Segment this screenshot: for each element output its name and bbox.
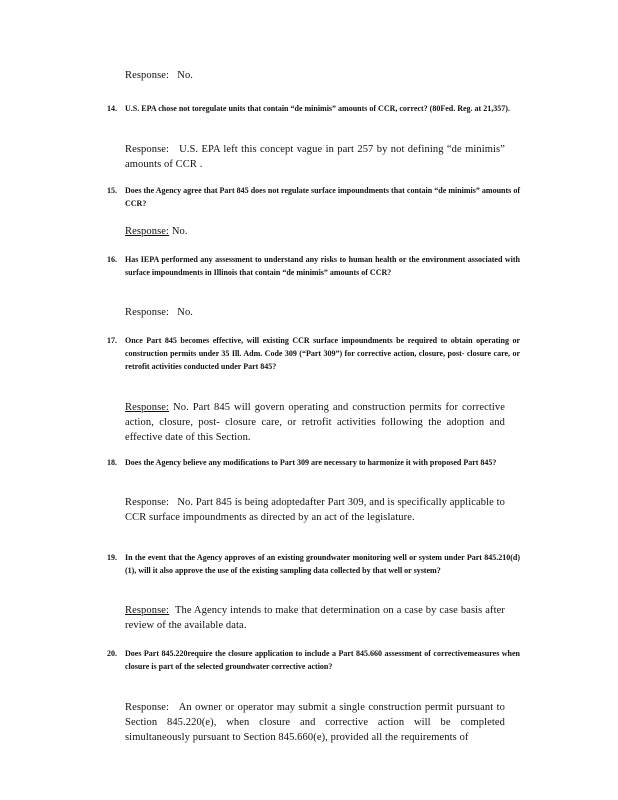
response-20 [125,700,505,745]
response-text: U.S. EPA left this concept vague in part 257 by not defining “de minimis” amounts of CCR . [125,144,505,170]
response-text: An owner or operator may submit a single construction permit pursuant to Section 845.220(e), when closure and corrective action will be completed simultaneously pursuant to Section 845.660(e), provided all the requirements of [125,702,505,743]
response-17 [125,400,505,445]
response-label: Response: [125,702,170,713]
question-number: 15. [107,186,117,195]
response-text: No. [177,307,194,318]
response-label: Response: [125,70,170,81]
response-label: Response: [125,605,170,616]
response-text: No. [171,226,188,237]
response-label: Response: [125,497,170,508]
response-14 [125,142,505,172]
response-16 [125,305,505,320]
question-text: U.S. EPA chose not toregulate units that contain “de minimis” amounts of CCR, correct? (80Fed. Reg. at 21,357). [125,104,510,113]
response-15 [125,224,505,239]
question-text: Has IEPA performed any assessment to understand any risks to human health or the environment associated with surface impoundments in Illinois that contain “de minimis” amounts of CCR? [125,255,520,277]
question-number: 20. [107,649,117,658]
question-number: 17. [107,336,117,345]
response-19 [125,603,505,633]
response-18 [125,495,505,525]
response-text: No. Part 845 will govern operating and construction permits for corrective action, closure, post- closure care, or retrofit activities following the adoption and effective date of this Section. [125,402,505,443]
response-13 [125,68,505,83]
response-label: Response: [125,307,170,318]
question-text: Does the Agency agree that Part 845 does not regulate surface impoundments that contain “de minimis” amounts of CCR? [125,186,520,208]
question-text: Once Part 845 becomes effective, will existing CCR surface impoundments be required to obtain operating or construction permits under 35 Ill. Adm. Code 309 (“Part 309”) for corrective action, closure, post- closure care, or retrofit activities conducted under Part 845? [125,336,520,371]
question-number: 19. [107,553,117,562]
question-text: In the event that the Agency approves of an existing groundwater monitoring well or system under Part 845.210(d)(1), will it also approve the use of the existing sampling data collected by that well or system? [125,553,520,575]
response-text: No. Part 845 is being adoptedafter Part 309, and is specifically applicable to CCR surface impoundments as directed by an act of the legislature. [125,497,505,523]
question-number: 18. [107,458,117,467]
question-number: 14. [107,104,117,113]
response-label: Response: [125,226,170,237]
question-text: Does the Agency believe any modifications to Part 309 are necessary to harmonize it with proposed Part 845? [125,458,497,467]
question-text: Does Part 845.220require the closure application to include a Part 845.660 assessment of correctivemeasures when closure is part of the selected groundwater corrective action? [125,649,520,671]
response-text: No. [177,70,194,81]
response-text: The Agency intends to make that determination on a case by case basis after review of the available data. [125,605,505,631]
question-number: 16. [107,255,117,264]
response-label: Response: [125,402,170,413]
response-label: Response: [125,144,170,155]
